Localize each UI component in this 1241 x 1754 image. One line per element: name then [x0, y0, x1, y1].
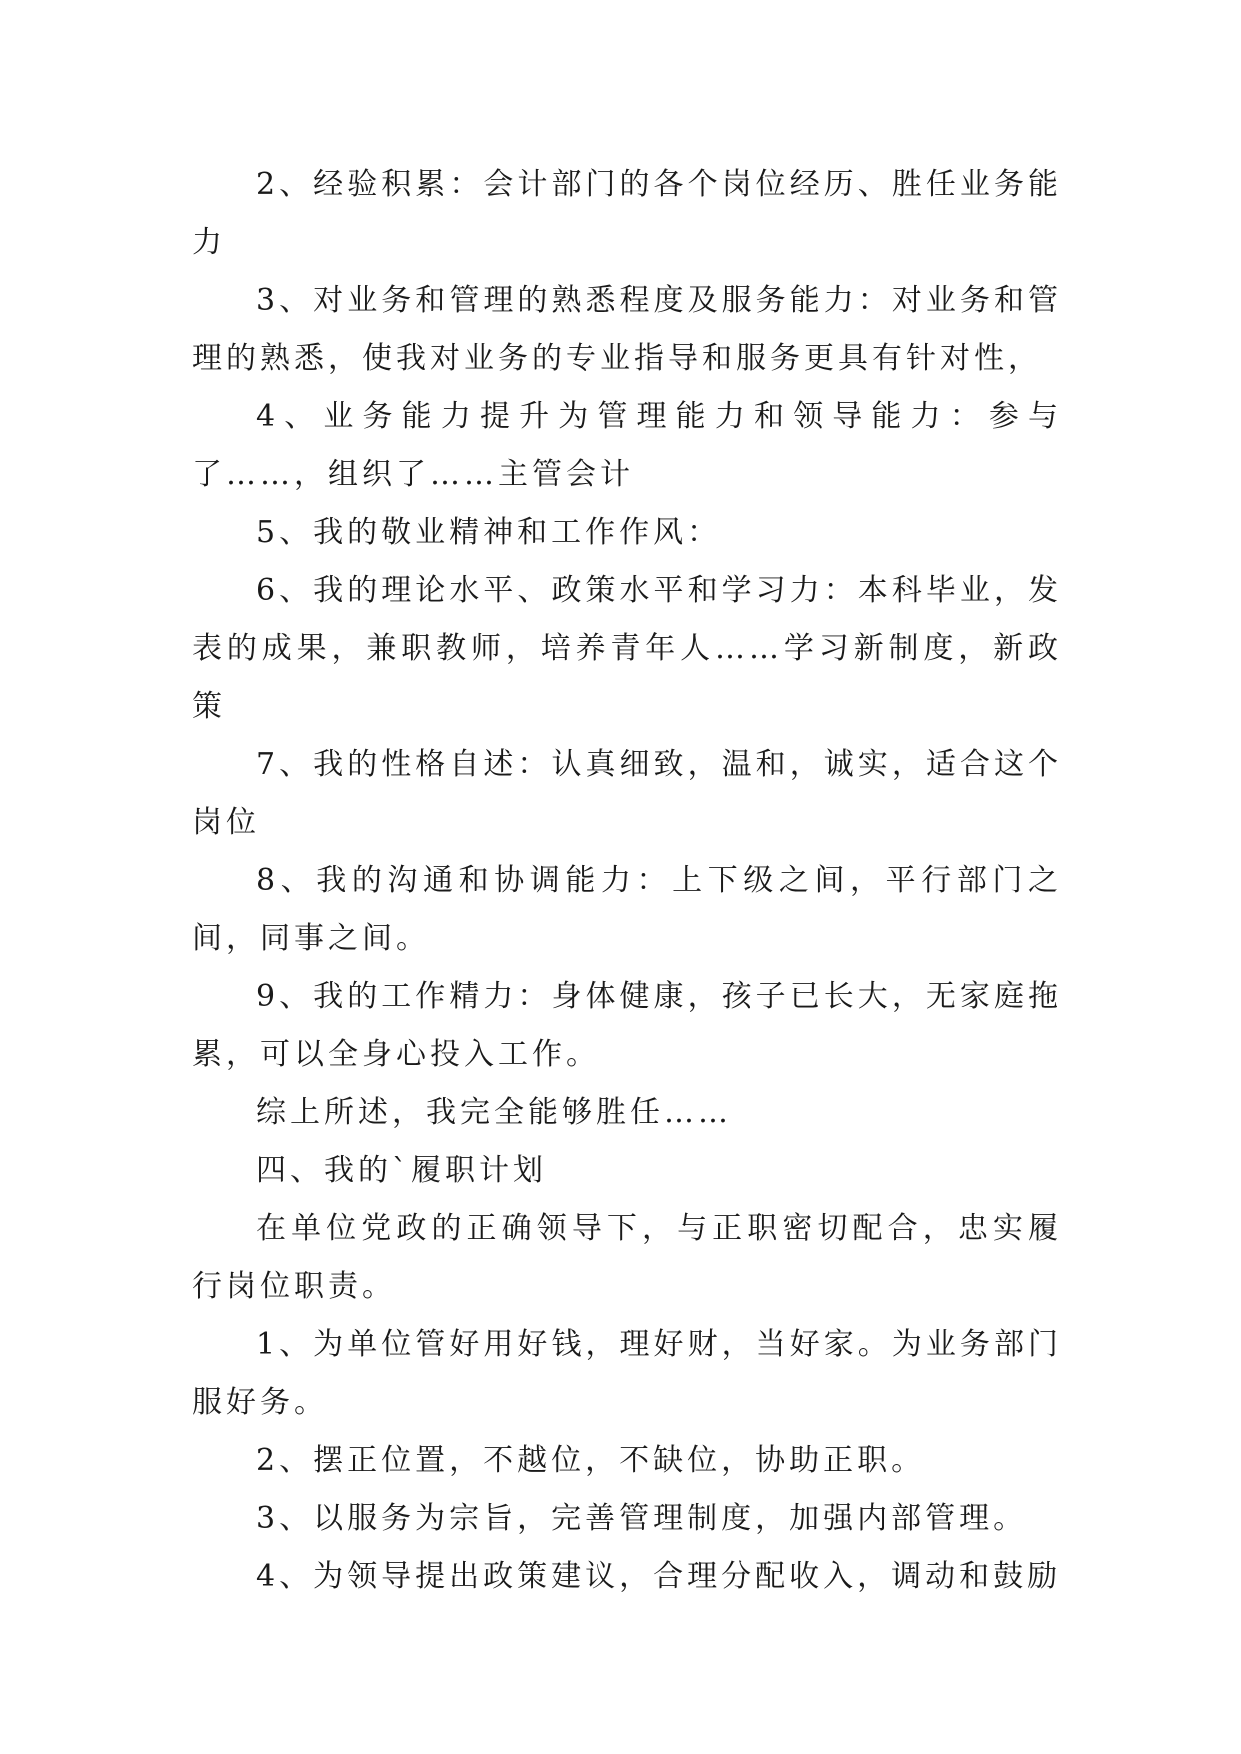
paragraph-plan-2: 2、摆正位置，不越位，不缺位，协助正职。 — [256, 1443, 926, 1478]
paragraph-plan-intro: 在单位党政的正确领导下，与正职密切配合，忠实履行岗位职责。 — [192, 1211, 1062, 1304]
paragraph-business-familiarity: 3、对业务和管理的熟悉程度及服务能力：对业务和管理的熟悉，使我对业务的专业指导和服务更具有针对性， — [192, 283, 1062, 376]
paragraph-theory-level: 6、我的理论水平、政策水平和学习力：本科毕业，发表的成果，兼职教师，培养青年人……学习新制度，新政策 — [192, 573, 1062, 724]
paragraph-communication: 8、我的沟通和协调能力：上下级之间，平行部门之间，同事之间。 — [192, 863, 1062, 956]
paragraph-management-ability: 4、业务能力提升为管理能力和领导能力：参与了……，组织了……主管会计 — [192, 399, 1062, 492]
paragraph-work-style: 5、我的敬业精神和工作作风： — [256, 515, 722, 550]
document-body — [192, 156, 1062, 1606]
paragraph-experience: 2、经验积累：会计部门的各个岗位经历、胜任业务能力 — [192, 167, 1062, 260]
paragraph-plan-4: 4、为领导提出政策建议，合理分配收入，调动和鼓励 — [256, 1559, 1062, 1594]
paragraph-personality: 7、我的性格自述：认真细致，温和，诚实，适合这个岗位 — [192, 747, 1062, 840]
paragraph-energy: 9、我的工作精力：身体健康，孩子已长大，无家庭拖累，可以全身心投入工作。 — [192, 979, 1062, 1072]
paragraph-summary: 综上所述，我完全能够胜任…… — [256, 1095, 732, 1130]
paragraph-plan-1: 1、为单位管好用好钱，理好财，当好家。为业务部门服好务。 — [192, 1327, 1062, 1420]
paragraph-plan-3: 3、以服务为宗旨，完善管理制度，加强内部管理。 — [256, 1501, 1028, 1536]
section-heading-plan: 四、我的`履职计划 — [256, 1153, 547, 1188]
